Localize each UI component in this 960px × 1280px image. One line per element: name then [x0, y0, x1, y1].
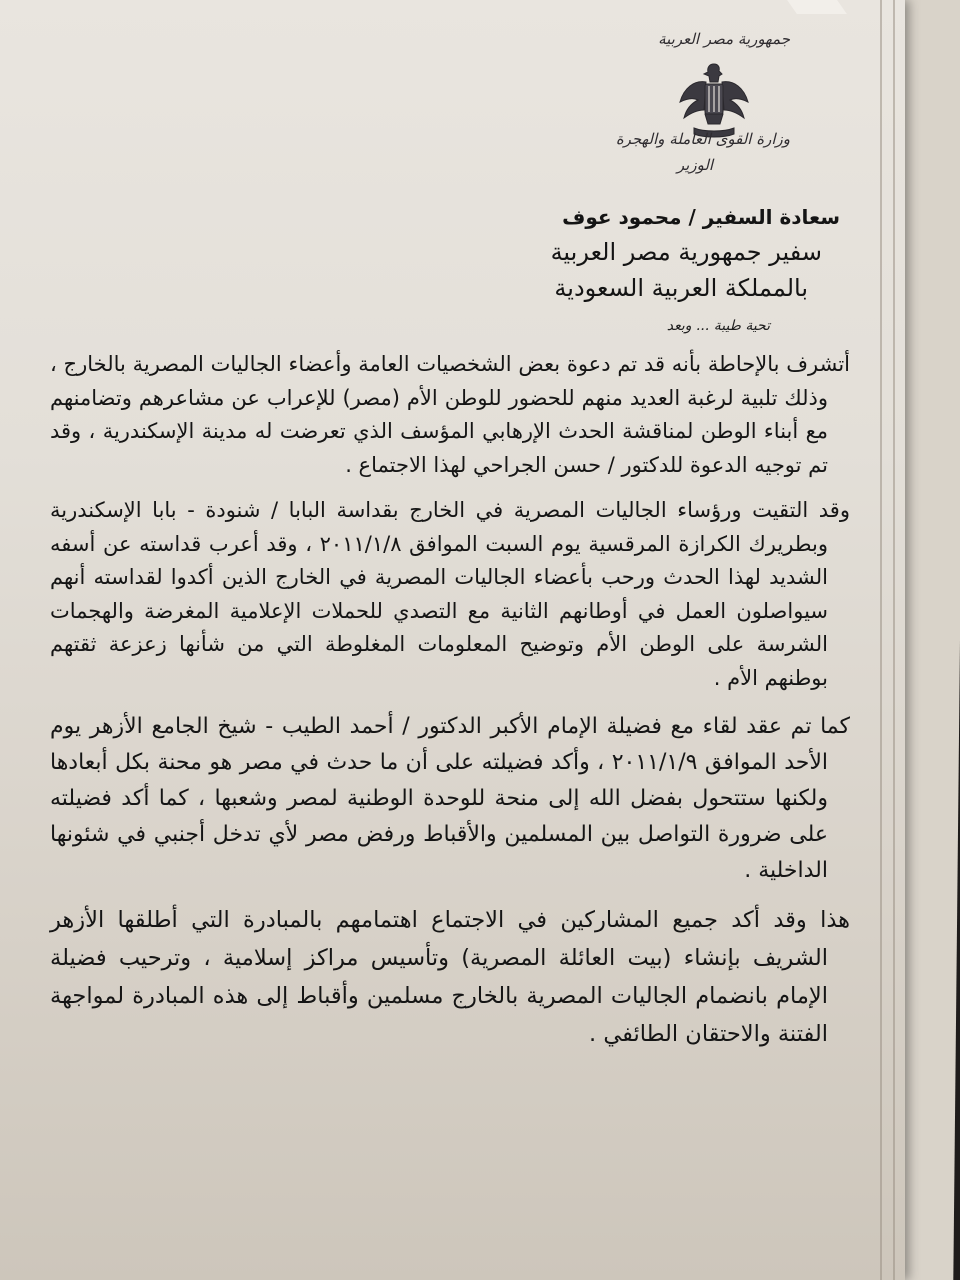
greeting: تحية طيبة ... وبعد	[666, 318, 770, 334]
paragraph: هذا وقد أكد جميع المشاركين في الاجتماع اهتمامهم بالمبادرة التي أطلقها الأزهر الشريف بإنشاء (بيت العائلة المصرية) وتأسيس مراكز إسلامية ، وترحيب فضيلة الإمام بانضمام الجاليات المصرية بالخارج مسلمين وأقباط إلى هذه المبادرة لمواجهة الفتنة والاحتقان الطائفي .	[50, 907, 850, 1047]
letterhead-country: جمهورية مصر العربية	[658, 30, 790, 48]
paragraph: وقد التقيت ورؤساء الجاليات المصرية في الخارج بقداسة البابا / شنودة - بابا الإسكندرية وبطريرك الكرازة المرقسية يوم السبت الموافق ٢٠١١/١/٨ ، وقد أعرب قداسته عن أسفه الشديد لهذا الحدث ورحب بأعضاء الجاليات المصرية في الخارج الذين أكدوا لقداسته أنهم سيواصلون العمل في أوطانهم الثانية مع التصدي للحملات الإعلامية المغرضة والهجمات الشرسة على الوطن الأم وتوضيح المعلومات المغلوطة التي من شأنها زعزعة ثقتهم بوطنهم الأم .	[50, 498, 850, 690]
page-edge-line	[893, 0, 895, 1280]
addressee-block	[420, 200, 840, 306]
addressee-position: سفير جمهورية مصر العربية	[550, 238, 822, 266]
letterhead-ministry: وزارة القوى العاملة والهجرة	[615, 130, 790, 148]
page-edge-line	[880, 0, 882, 1280]
paragraph: أتشرف بالإحاطة بأنه قد تم دعوة بعض الشخصيات العامة وأعضاء الجاليات المصرية بالخارج ، وذلك تلبية لرغبة العديد منهم للحضور للوطن الأم (مصر) للإعراب عن مشاعرهم وتضامنهم مع أبناء الوطن لمناقشة الحدث الإرهابي المؤسف الذي تعرضت له مدينة الإسكندرية ، وقد تم توجيه الدعوة للدكتور / حسن الجراحي لهذا الاجتماع .	[50, 352, 850, 477]
letterhead	[600, 30, 790, 190]
letterhead-title: الوزير	[676, 156, 714, 174]
paragraph: كما تم عقد لقاء مع فضيلة الإمام الأكبر الدكتور / أحمد الطيب - شيخ الجامع الأزهر يوم الأحد الموافق ٢٠١١/١/٩ ، وأكد فضيلته على أن ما حدث في مصر هو محنة بكل أبعادها ولكنها ستتحول بفضل الله إلى منحة للوحدة الوطنية لمصر وشعبها ، كما أكد فضيلته على ضرورة التواصل بين المسلمين والأقباط ورفض مصر لأي تدخل أجنبي في شئونها الداخلية .	[50, 714, 850, 883]
folded-corner	[787, 0, 847, 14]
addressee-location: بالمملكة العربية السعودية	[554, 274, 808, 302]
addressee-name: سعادة السفير / محمود عوف	[562, 205, 840, 229]
letter-body	[50, 348, 850, 1063]
